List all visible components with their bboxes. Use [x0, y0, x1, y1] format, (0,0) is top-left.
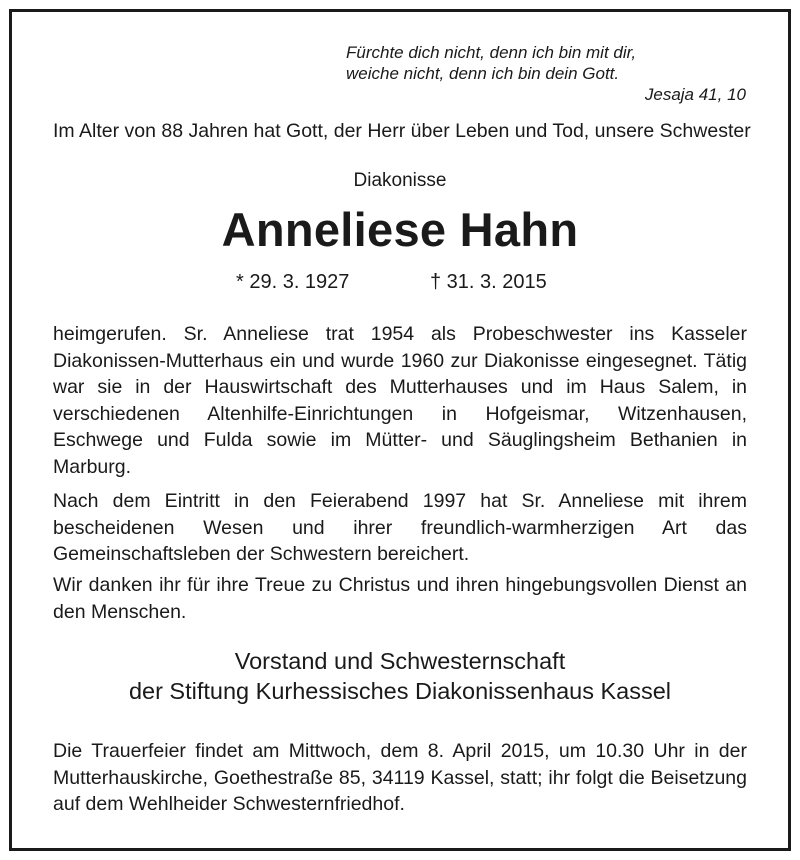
biography-paragraph: heimgerufen. Sr. Anneliese trat 1954 als Probeschwester ins Kasseler Diakonissen-Mutterhaus ein und wurde 1960 zur Diakonisse eingesegnet. Tätig war sie in der Hauswirtschaft des Mutterhauses und im Haus Salem, in verschiedenen Altenhilfe-Einrichtungen in Hofgeismar, Witzenhausen, Eschwege und Fulda sowie im Mütter- und Säuglingsheim Bethanien in Marburg.: [53, 323, 747, 478]
bible-verse: [346, 42, 746, 105]
deceased-name: Anneliese Hahn: [221, 203, 579, 256]
thanks-paragraph: Wir danken ihr für ihre Treue zu Christus und ihren hingebungsvollen Dienst an den Menschen.: [53, 574, 747, 623]
retirement-paragraph: Nach dem Eintritt in den Feierabend 1997 hat Sr. Anneliese mit ihrem bescheidenen Wesen und ihrer freundlich-warmherzigen Art das Gemeinschaftsleben der Schwestern bereichert.: [53, 490, 747, 565]
verse-reference: Jesaja 41, 10: [644, 85, 746, 104]
signature-line-1: Vorstand und Schwesternschaft: [234, 648, 566, 674]
signature-block: [0, 646, 800, 706]
intro-text: Im Alter von 88 Jahren hat Gott, der Herr über Leben und Tod, unsere Schwester: [53, 120, 751, 142]
deceased-title: Diakonisse: [353, 170, 447, 191]
signature-line-2: der Stiftung Kurhessisches Diakonissenhaus Kassel: [128, 678, 672, 704]
verse-line-2: weiche nicht, denn ich bin dein Gott.: [346, 64, 620, 83]
death-date: † 31. 3. 2015: [430, 271, 547, 293]
funeral-notice: Die Trauerfeier findet am Mittwoch, dem 8. April 2015, um 10.30 Uhr in der Mutterhauskirche, Goethestraße 85, 34119 Kassel, statt; ihr folgt die Beisetzung auf dem Wehlheider Schwesternfriedhof.: [53, 740, 747, 815]
verse-line-1: Fürchte dich nicht, denn ich bin mit dir,: [346, 43, 637, 62]
birth-date: * 29. 3. 1927: [236, 271, 350, 293]
